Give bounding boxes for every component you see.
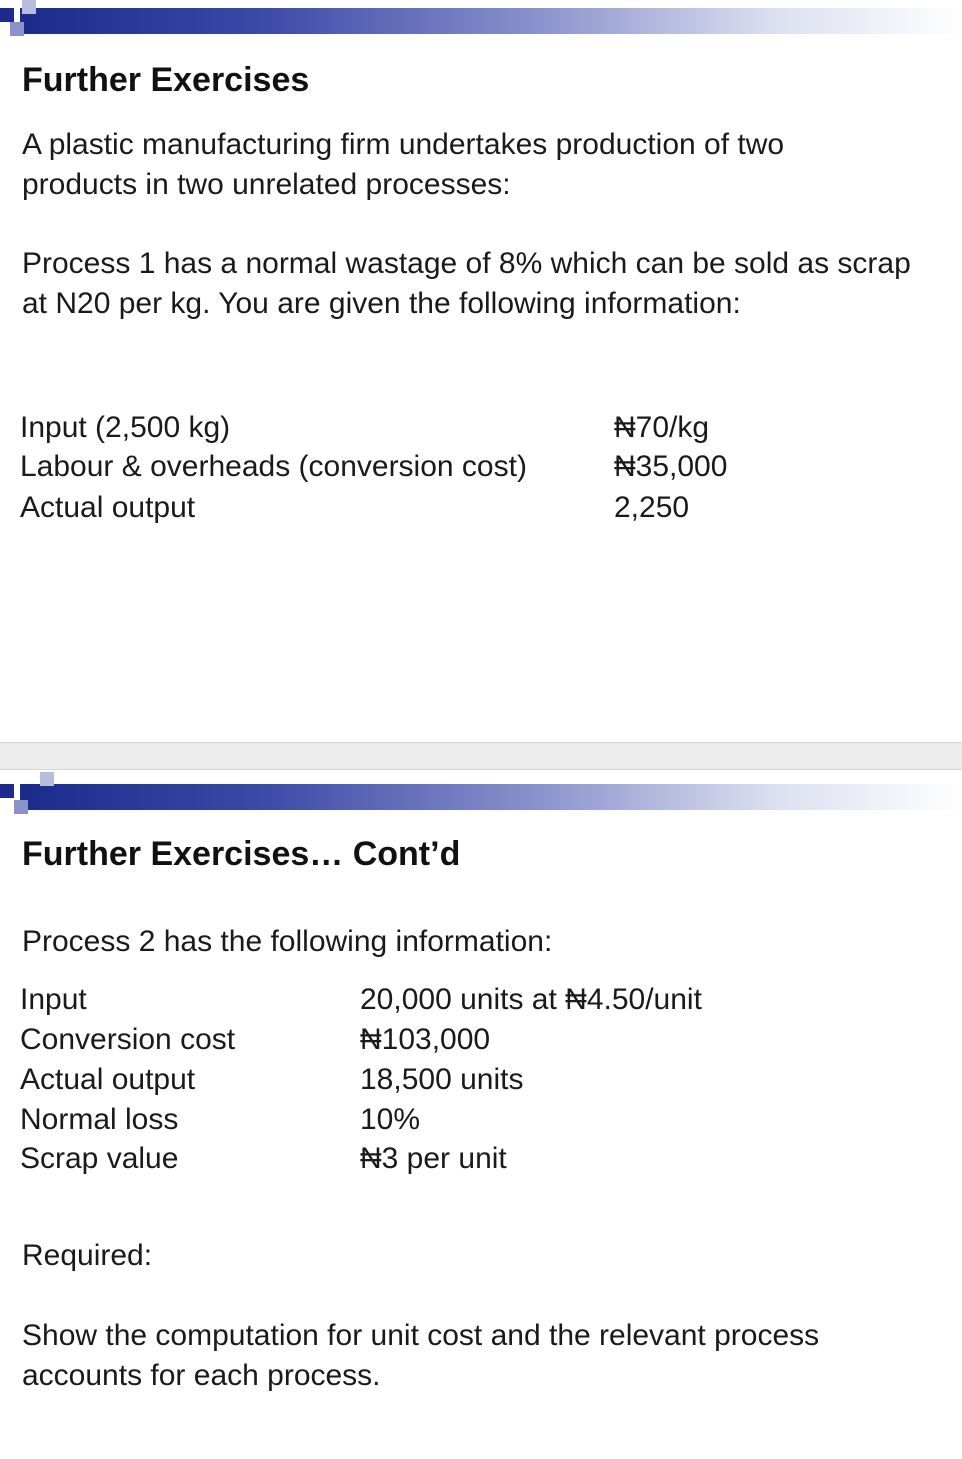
conversion-cost-value: ₦35,000 [614,450,728,483]
process2-description: Process 2 has the following information: [22,925,553,958]
input-label: Input [20,983,87,1016]
actual-output-value: 2,250 [614,491,690,524]
slide-title: Further Exercises… Cont’d [22,835,461,873]
slide-2 [0,770,962,1459]
decorative-square [10,22,24,36]
scrap-value-label: Scrap value [20,1142,179,1175]
decorative-square [40,772,54,786]
conversion-cost-value: ₦103,000 [360,1023,491,1056]
required-text: Show the computation for unit cost and the relevant process accounts for each process. [22,1319,820,1392]
decorative-square [22,0,36,14]
input-label: Input (2,500 kg) [20,411,231,444]
decorative-square [0,784,14,798]
title-gradient-bar [20,8,962,34]
process1-description: Process 1 has a normal wastage of 8% which can be sold as scrap at N20 per kg. You are given the following information: [22,247,911,320]
decorative-square [14,800,28,814]
title-gradient-bar [20,784,962,810]
required-label: Required: [22,1239,153,1272]
actual-output-label: Actual output [20,1063,196,1096]
actual-output-label: Actual output [20,491,196,524]
title-band [0,770,962,810]
normal-loss-label: Normal loss [20,1103,179,1136]
input-value: ₦70/kg [614,411,710,444]
conversion-cost-label: Conversion cost [20,1023,236,1056]
slide-separator [0,742,962,770]
slide-title: Further Exercises [22,61,310,99]
decorative-square [0,8,14,22]
normal-loss-value: 10% [360,1103,421,1136]
input-value: 20,000 units at ₦4.50/unit [360,983,702,1016]
scrap-value-value: ₦3 per unit [360,1142,507,1175]
title-band [0,0,962,40]
conversion-cost-label: Labour & overheads (conversion cost) [20,450,527,483]
actual-output-value: 18,500 units [360,1063,524,1096]
intro-paragraph: A plastic manufacturing firm undertakes production of two products in two unrelated processes: [22,128,785,201]
